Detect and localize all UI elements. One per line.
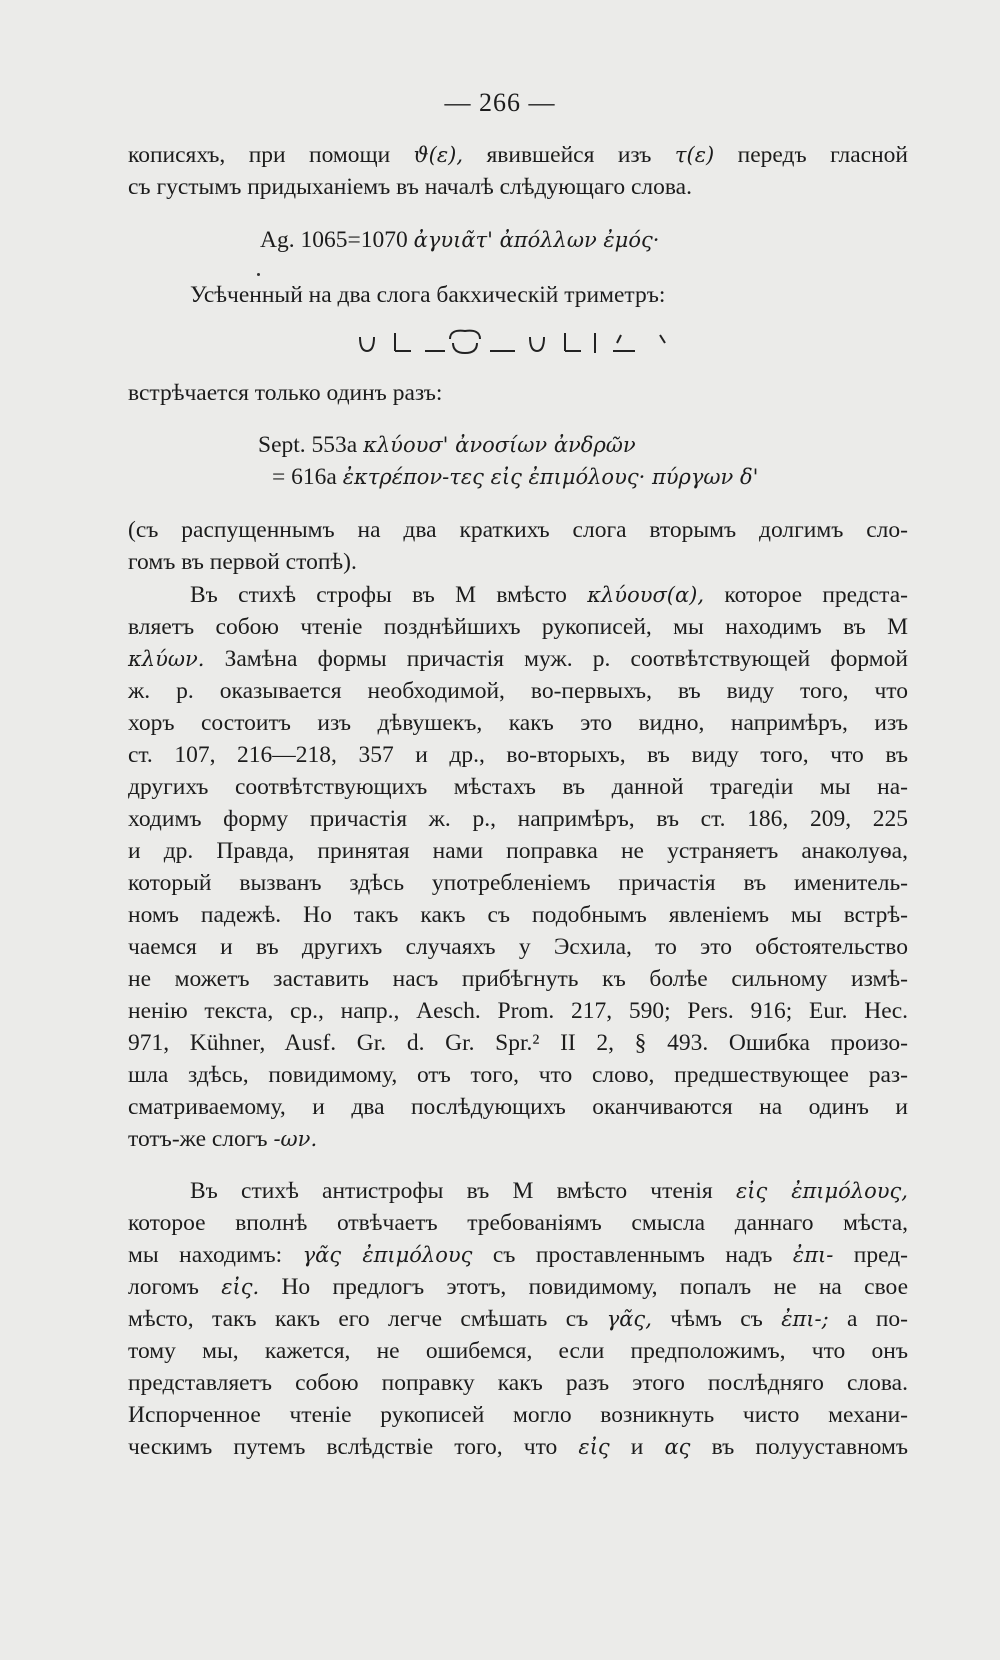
greek-text: κλύουσ' ἀνοσίων ἀνδρῶν xyxy=(363,433,636,457)
text-line xyxy=(128,515,908,545)
text-segment: ческимъ путемъ вслѣдствіе того, что xyxy=(128,1434,579,1460)
text-segment: мѣсто, такъ какъ его легче смѣшать съ xyxy=(128,1306,607,1332)
text-segment: которое предста- xyxy=(704,582,908,608)
greek-text: εἰς xyxy=(578,1435,610,1459)
greek-text: ας xyxy=(664,1435,691,1459)
text-line xyxy=(128,868,908,898)
text-line xyxy=(128,836,908,866)
text-segment: пред- xyxy=(833,1242,909,1268)
text-line xyxy=(128,772,908,802)
text-segment: ненію текста, ср., напр., Aesch. Prom. 217, 590; Pers. 916; Eur. Hec. xyxy=(128,998,908,1024)
text-line xyxy=(128,676,908,706)
text-segment: который вызванъ здѣсь употребленіемъ причастія въ именитель- xyxy=(128,870,908,896)
text-segment: Замѣна формы причастія муж. р. соотвѣтствующей формой xyxy=(204,646,908,672)
text-line xyxy=(128,708,908,738)
greek-text: γᾶς, xyxy=(606,1307,652,1331)
text-line xyxy=(128,900,908,930)
page-number: — 266 — xyxy=(444,88,556,117)
text-line xyxy=(272,462,912,492)
greek-text: γᾶς ἐπιμόλους xyxy=(302,1243,473,1267)
text-segment: кописяхъ, при помощи xyxy=(128,142,414,168)
text-segment: Въ стихѣ антистрофы въ М вмѣсто чтенія xyxy=(190,1178,736,1204)
text-line xyxy=(128,964,908,994)
greek-text: εἰς ἐπιμόλους, xyxy=(735,1179,908,1203)
greek-text: ἐπι- xyxy=(792,1243,834,1267)
text-segment: явившейся изъ xyxy=(463,142,675,168)
text-segment: чаемся и въ другихъ случаяхъ у Эсхила, то это обстоятельство xyxy=(128,934,908,960)
text-line xyxy=(128,644,908,674)
text-segment: (съ распущеннымъ на два краткихъ слога вторымъ долгимъ сло- xyxy=(128,517,908,543)
text-line xyxy=(260,225,900,255)
text-segment: вляетъ собою чтеніе позднѣйшихъ рукописей, мы находимъ въ М xyxy=(128,614,908,640)
text-segment: тому мы, кажется, не ошибемся, если предположимъ, что онъ xyxy=(128,1338,908,1364)
text-segment: 971, Kühner, Ausf. Gr. d. Gr. Spr.² II 2, § 493. Ошибка произо- xyxy=(128,1030,908,1056)
text-line xyxy=(128,1336,908,1366)
text-line xyxy=(190,1176,908,1206)
text-segment: ж. р. оказывается необходимой, во-первыхъ, въ виду того, что xyxy=(128,678,908,704)
text-line xyxy=(128,1240,908,1270)
text-line xyxy=(128,740,908,770)
text-segment: номъ падежѣ. Но такъ какъ съ подобнымъ явленіемъ мы встрѣ- xyxy=(128,902,908,928)
text-segment: съ проставленнымъ надъ xyxy=(472,1242,793,1268)
greek-text: εἰς. xyxy=(221,1275,260,1299)
text-line xyxy=(128,1400,908,1430)
text-line xyxy=(128,1028,908,1058)
text-line xyxy=(190,580,908,610)
text-segment: а по- xyxy=(828,1306,908,1332)
greek-text: ϑ(ε), xyxy=(413,143,464,167)
text-line xyxy=(190,280,908,310)
text-segment: Ag. 1065=1070 xyxy=(260,227,414,253)
text-line xyxy=(128,140,908,170)
text-segment: въ полууставномъ xyxy=(690,1434,909,1460)
text-segment: тотъ-же слогъ xyxy=(128,1126,274,1152)
text-segment: шла здѣсь, повидимому, отъ того, что слово, предшествующее раз- xyxy=(128,1062,908,1088)
speck xyxy=(257,273,260,276)
greek-text: ἐπι-; xyxy=(781,1307,829,1331)
greek-text: κλύουσ(α), xyxy=(587,583,705,607)
text-segment: передъ гласной xyxy=(714,142,909,168)
greek-text: -ων. xyxy=(273,1127,318,1151)
text-line xyxy=(128,932,908,962)
text-line xyxy=(128,1124,908,1154)
text-segment: встрѣчается только одинъ разъ: xyxy=(128,380,443,406)
text-segment: мы находимъ: xyxy=(128,1242,303,1268)
text-segment: которое вполнѣ отвѣчаетъ требованіямъ смысла даннаго мѣста, xyxy=(128,1210,908,1236)
text-segment: = 616a xyxy=(272,464,343,490)
text-line xyxy=(128,612,908,642)
text-line xyxy=(128,804,908,834)
metrical-scheme xyxy=(355,325,695,365)
text-segment: другихъ соотвѣтствующихъ мѣстахъ въ данной трагедіи мы на- xyxy=(128,774,908,800)
text-segment: хоръ состоитъ изъ дѣвушекъ, какъ это видно, напримѣръ, изъ xyxy=(128,710,908,736)
text-segment: Sept. 553a xyxy=(258,432,364,458)
text-line xyxy=(128,1092,908,1122)
text-segment: съ густымъ придыханіемъ въ началѣ слѣдующаго слова. xyxy=(128,174,692,200)
text-segment: не можетъ заставить насъ прибѣгнуть къ болѣе сильному измѣ- xyxy=(128,966,908,992)
greek-text: κλύων. xyxy=(128,647,205,671)
text-line xyxy=(128,547,908,577)
text-segment: и др. Правда, принятая нами поправка не устраняетъ анаколуѳа, xyxy=(128,838,908,864)
text-segment: и xyxy=(609,1434,665,1460)
text-segment: ст. 107, 216—218, 357 и др., во-вторыхъ, въ виду того, что въ xyxy=(128,742,908,768)
text-segment: чѣмъ съ xyxy=(651,1306,782,1332)
text-line xyxy=(128,1060,908,1090)
text-line xyxy=(128,1304,908,1334)
text-line xyxy=(128,1208,908,1238)
text-line xyxy=(258,430,898,460)
text-segment: гомъ въ первой стопѣ). xyxy=(128,549,357,575)
text-line xyxy=(128,172,908,202)
text-line xyxy=(128,1432,908,1462)
text-segment: Испорченное чтеніе рукописей могло возникнуть чисто механи- xyxy=(128,1402,908,1428)
text-line xyxy=(128,1368,908,1398)
text-line xyxy=(128,996,908,1026)
text-segment: сматриваемому, и два послѣдующихъ оканчиваются на одинъ и xyxy=(128,1094,908,1120)
text-segment: ходимъ форму причастія ж. р., напримѣръ, въ ст. 186, 209, 225 xyxy=(128,806,908,832)
text-segment: представляетъ собою поправку какъ разъ этого послѣдняго слова. xyxy=(128,1370,908,1396)
text-segment: логомъ xyxy=(128,1274,222,1300)
text-segment: Но предлогъ этотъ, повидимому, попалъ не на свое xyxy=(259,1274,908,1300)
text-segment: Усѣченный на два слога бакхическій триметръ: xyxy=(190,282,666,308)
text-line xyxy=(128,378,908,408)
text-segment: Въ стихѣ строфы въ М вмѣсто xyxy=(190,582,588,608)
text-line xyxy=(128,1272,908,1302)
greek-text: ἐκτρέπον-τες εἰς ἐπιμόλους· πύργων δ' xyxy=(342,465,759,489)
greek-text: ἀγυιᾶτ' ἀπόλλων ἐμός· xyxy=(413,228,660,252)
greek-text: τ(ε) xyxy=(674,143,715,167)
